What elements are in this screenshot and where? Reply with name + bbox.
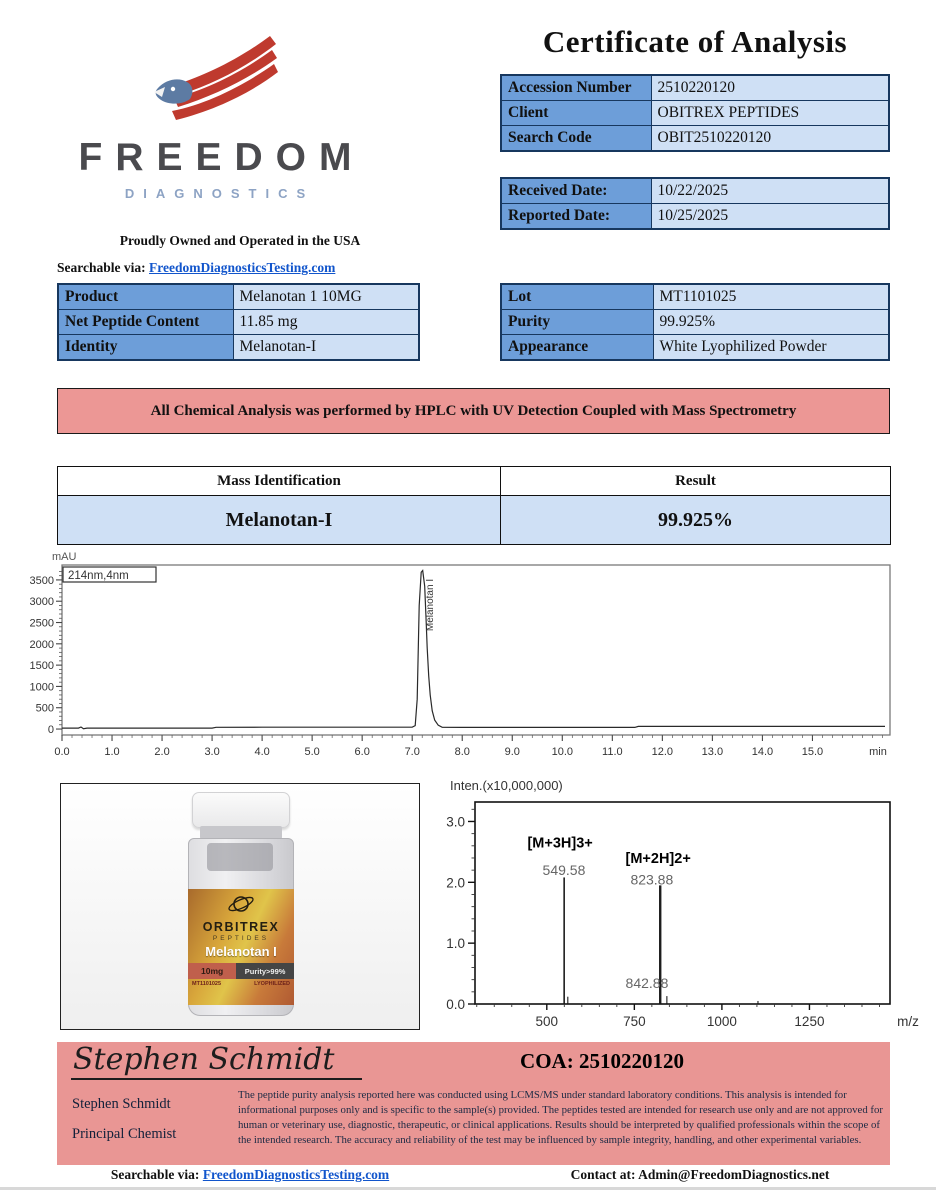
row-label: Appearance — [501, 335, 653, 361]
row-label: Accession Number — [501, 75, 651, 101]
row-label: Identity — [58, 335, 233, 361]
svg-text:9.0: 9.0 — [504, 746, 520, 758]
svg-text:Inten.(x10,000,000): Inten.(x10,000,000) — [450, 778, 563, 793]
table-header-row — [58, 467, 891, 496]
svg-text:1250: 1250 — [794, 1014, 825, 1029]
svg-text:2000: 2000 — [30, 638, 54, 651]
vial — [183, 792, 299, 1016]
svg-text:0.0: 0.0 — [54, 746, 70, 758]
freedom-diagnostics-logo-eagle — [148, 32, 283, 127]
bottom-divider — [0, 1187, 936, 1190]
signature-block — [57, 1042, 890, 1165]
table-row — [58, 310, 419, 335]
vial-product-name: Melanotan I — [205, 944, 277, 960]
method-banner: All Chemical Analysis was performed by HPLC with UV Detection Coupled with Mass Spectrometry — [57, 388, 890, 434]
vial-purity: Purity>99% — [236, 963, 294, 979]
svg-text:3000: 3000 — [30, 596, 54, 609]
svg-text:3.0: 3.0 — [446, 814, 465, 830]
logo-wordmark: FREEDOM — [78, 136, 365, 179]
svg-text:mAU: mAU — [52, 551, 77, 563]
row-value: 11.85 mg — [233, 310, 419, 335]
row-value: Melanotan-I — [233, 335, 419, 361]
svg-text:4.0: 4.0 — [254, 746, 270, 758]
row-value: 99.925% — [653, 310, 889, 335]
result-value: 99.925% — [501, 496, 891, 545]
lot-table — [500, 283, 890, 361]
svg-text:842.88: 842.88 — [625, 975, 669, 992]
table-row — [58, 284, 419, 310]
mass-spectrum — [440, 776, 936, 1042]
svg-text:0.0: 0.0 — [446, 997, 465, 1012]
vial-label-row — [188, 963, 294, 979]
vial-label-bottom — [188, 979, 294, 987]
svg-text:750: 750 — [623, 1014, 646, 1029]
product-vial-photo — [60, 783, 420, 1030]
coa-number: COA: 2510220120 — [520, 1049, 684, 1073]
result-header: Result — [501, 467, 891, 496]
svg-text:[M+2H]2+: [M+2H]2+ — [625, 850, 691, 867]
searchable-label: Searchable via: — [57, 260, 146, 275]
page-title: Certificate of Analysis — [542, 24, 848, 59]
svg-text:m/z: m/z — [897, 1014, 919, 1029]
vial-form: LYOPHILIZED — [254, 981, 290, 988]
row-value: 10/25/2025 — [651, 204, 889, 230]
svg-text:0: 0 — [47, 724, 54, 737]
svg-text:7.0: 7.0 — [404, 746, 420, 758]
svg-text:13.0: 13.0 — [701, 746, 724, 758]
svg-text:1.0: 1.0 — [446, 936, 465, 952]
mass-id-header: Mass Identification — [58, 467, 501, 496]
accession-table — [500, 74, 890, 152]
table-row — [501, 204, 889, 230]
row-value: Melanotan 1 10MG — [233, 284, 419, 310]
row-label: Reported Date: — [501, 204, 651, 230]
svg-text:3500: 3500 — [30, 574, 54, 587]
table-row — [501, 310, 889, 335]
vial-lot: MT1101025 — [192, 981, 222, 988]
svg-text:549.58: 549.58 — [542, 862, 586, 879]
svg-text:2.0: 2.0 — [446, 875, 465, 891]
table-row — [501, 335, 889, 361]
svg-text:1000: 1000 — [30, 681, 54, 694]
vial-brand: ORBITREX — [202, 920, 280, 934]
svg-text:14.0: 14.0 — [751, 746, 774, 758]
svg-text:[M+3H]3+: [M+3H]3+ — [527, 835, 593, 852]
row-label: Lot — [501, 284, 653, 310]
svg-text:500: 500 — [35, 702, 54, 715]
svg-text:823.88: 823.88 — [630, 871, 674, 888]
logo-subtitle: DIAGNOSTICS — [124, 186, 315, 201]
svg-text:12.0: 12.0 — [651, 746, 674, 758]
hplc-chromatogram — [30, 550, 920, 768]
svg-text:3.0: 3.0 — [204, 746, 220, 758]
table-row — [58, 335, 419, 361]
table-row — [501, 101, 889, 126]
row-label: Search Code — [501, 126, 651, 152]
disclaimer-text: The peptide purity analysis reported here was conducted using LCMS/MS under standard laboratory conditions. This analysis is intended for informational purposes only and is specific to the sample(s) provided. The peptides tested are intended for research use only and are not approved for human or veterinary use, diagnostic, therapeutic, or clinical applications. Results should be interpreted by qualified professionals within the scope of the intended research. The accuracy and reliability of the test may be influenced by sample integrity, handling, and other experimental variables. — [238, 1089, 884, 1146]
svg-text:1500: 1500 — [30, 660, 54, 673]
searchable-link[interactable]: FreedomDiagnosticsTesting.com — [149, 260, 336, 275]
svg-text:214nm,4nm: 214nm,4nm — [68, 570, 129, 582]
svg-text:min: min — [869, 746, 887, 758]
tagline: Proudly Owned and Operated in the USA — [119, 233, 361, 248]
row-value: OBIT2510220120 — [651, 126, 889, 152]
mass-identification-table — [57, 466, 891, 545]
signature-script: Stephen Schmidt — [71, 1042, 362, 1080]
footer-searchable — [40, 1167, 460, 1183]
row-label: Purity — [501, 310, 653, 335]
table-row — [501, 126, 889, 152]
row-label: Net Peptide Content — [58, 310, 233, 335]
svg-text:2500: 2500 — [30, 617, 54, 630]
signer-name: Stephen Schmidt — [72, 1096, 171, 1112]
vial-stopper — [207, 843, 273, 871]
vial-body — [188, 838, 294, 1016]
table-row — [501, 75, 889, 101]
row-value: MT1101025 — [653, 284, 889, 310]
row-label: Client — [501, 101, 651, 126]
svg-text:1.0: 1.0 — [104, 746, 120, 758]
vial-brand-sub: PEPTIDES — [212, 934, 270, 942]
searchable-line — [57, 260, 335, 276]
svg-text:8.0: 8.0 — [454, 746, 470, 758]
orbitrex-planet-icon — [227, 892, 255, 916]
row-value: 2510220120 — [651, 75, 889, 101]
row-label: Received Date: — [501, 178, 651, 204]
table-row — [501, 284, 889, 310]
dates-table — [500, 177, 890, 230]
table-row — [58, 496, 891, 545]
svg-text:1000: 1000 — [706, 1014, 737, 1029]
svg-text:Melanotan I: Melanotan I — [425, 578, 437, 632]
table-row — [501, 178, 889, 204]
row-label: Product — [58, 284, 233, 310]
svg-text:500: 500 — [535, 1014, 559, 1029]
product-table — [57, 283, 420, 361]
vial-dose: 10mg — [188, 963, 236, 979]
vial-cap — [192, 792, 290, 828]
mass-id-value: Melanotan-I — [58, 496, 501, 545]
svg-text:5.0: 5.0 — [304, 746, 320, 758]
signer-role: Principal Chemist — [72, 1126, 177, 1142]
footer-searchable-label: Searchable via: — [110, 1167, 200, 1182]
svg-text:11.0: 11.0 — [602, 746, 623, 758]
svg-text:15.0: 15.0 — [801, 746, 824, 758]
svg-text:2.0: 2.0 — [154, 746, 170, 758]
footer-contact: Contact at: Admin@FreedomDiagnostics.net — [570, 1167, 830, 1182]
svg-text:10.0: 10.0 — [551, 746, 574, 758]
svg-text:6.0: 6.0 — [354, 746, 370, 758]
row-value: 10/22/2025 — [651, 178, 889, 204]
footer-searchable-link[interactable]: FreedomDiagnosticsTesting.com — [202, 1167, 390, 1182]
row-value: OBITREX PEPTIDES — [651, 101, 889, 126]
row-value: White Lyophilized Powder — [653, 335, 889, 361]
vial-label — [188, 889, 294, 1005]
